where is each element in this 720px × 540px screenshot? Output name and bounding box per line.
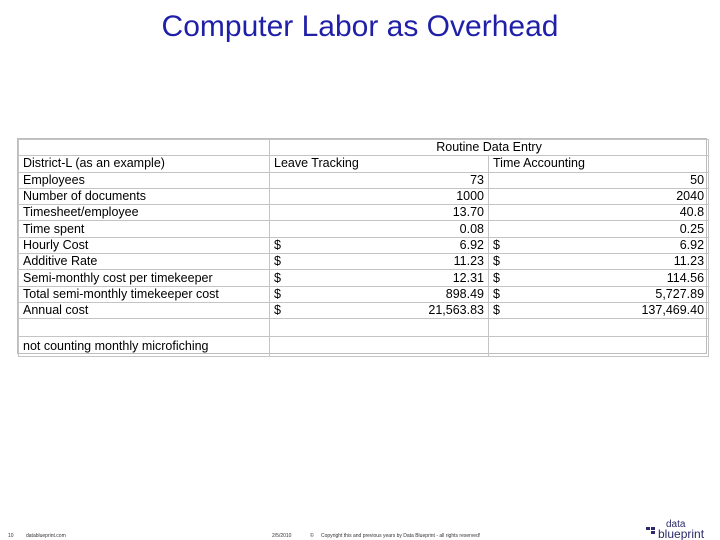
leave-tracking-currency: $	[270, 286, 298, 302]
leave-tracking-currency: $	[270, 270, 298, 286]
table-row	[19, 270, 709, 286]
blank-cell	[270, 319, 489, 337]
table-row	[19, 237, 709, 253]
row-label: Time spent	[19, 221, 270, 237]
blank-row	[19, 319, 709, 337]
table-row	[19, 172, 709, 188]
time-accounting-value: 50	[517, 172, 709, 188]
cost-table-body	[19, 140, 709, 357]
row-label: Hourly Cost	[19, 237, 270, 253]
blank-cell	[489, 319, 709, 337]
leave-tracking-currency: $	[270, 302, 298, 318]
footer-date: 2/5/2010	[272, 533, 292, 539]
leave-tracking-currency	[270, 172, 298, 188]
time-accounting-currency	[489, 205, 517, 221]
table-row	[19, 205, 709, 221]
leave-tracking-value: 13.70	[298, 205, 489, 221]
time-accounting-value: 137,469.40	[517, 302, 709, 318]
row-label: Employees	[19, 172, 270, 188]
table-row	[19, 254, 709, 270]
logo-text-blueprint: blueprint	[658, 527, 705, 540]
note-text: not counting monthly microfiching	[19, 337, 270, 357]
time-accounting-currency: $	[489, 237, 517, 253]
row-label: Additive Rate	[19, 254, 270, 270]
time-accounting-value: 114.56	[517, 270, 709, 286]
group-header-blank	[19, 140, 270, 156]
time-accounting-currency: $	[489, 270, 517, 286]
time-accounting-currency: $	[489, 302, 517, 318]
time-accounting-value: 6.92	[517, 237, 709, 253]
group-header-row	[19, 140, 709, 156]
note-blank-cell	[489, 337, 709, 357]
header-time-accounting: Time Accounting	[489, 156, 709, 172]
time-accounting-value: 2040	[517, 188, 709, 204]
row-label: Timesheet/employee	[19, 205, 270, 221]
row-label: Annual cost	[19, 302, 270, 318]
slide-title: Computer Labor as Overhead	[161, 10, 559, 43]
table-row	[19, 188, 709, 204]
time-accounting-currency	[489, 221, 517, 237]
note-blank-cell	[270, 337, 489, 357]
leave-tracking-currency	[270, 221, 298, 237]
leave-tracking-value: 898.49	[298, 286, 489, 302]
note-row	[19, 337, 709, 357]
data-blueprint-logo	[646, 519, 712, 540]
leave-tracking-value: 0.08	[298, 221, 489, 237]
table-row	[19, 221, 709, 237]
footer-url: datablueprint.com	[26, 533, 66, 539]
footer-copyright: Copyright this and previous years by Data Blueprint - all rights reserved!	[321, 533, 481, 539]
time-accounting-value: 40.8	[517, 205, 709, 221]
leave-tracking-value: 12.31	[298, 270, 489, 286]
leave-tracking-value: 73	[298, 172, 489, 188]
page-number: 10	[8, 533, 14, 539]
time-accounting-currency	[489, 188, 517, 204]
cost-table	[18, 139, 709, 357]
blank-cell	[19, 319, 270, 337]
time-accounting-value: 11.23	[517, 254, 709, 270]
cost-table-container	[17, 138, 707, 354]
time-accounting-currency	[489, 172, 517, 188]
time-accounting-value: 5,727.89	[517, 286, 709, 302]
logo-text-data: data	[666, 519, 686, 530]
leave-tracking-currency	[270, 188, 298, 204]
table-row	[19, 286, 709, 302]
row-label: Number of documents	[19, 188, 270, 204]
leave-tracking-value: 1000	[298, 188, 489, 204]
leave-tracking-currency	[270, 205, 298, 221]
column-header-row	[19, 156, 709, 172]
leave-tracking-currency: $	[270, 254, 298, 270]
table-row	[19, 302, 709, 318]
logo-mark-icon	[646, 527, 656, 535]
leave-tracking-currency: $	[270, 237, 298, 253]
leave-tracking-value: 21,563.83	[298, 302, 489, 318]
time-accounting-value: 0.25	[517, 221, 709, 237]
header-leave-tracking: Leave Tracking	[270, 156, 489, 172]
row-label: Total semi-monthly timekeeper cost	[19, 286, 270, 302]
row-label: Semi-monthly cost per timekeeper	[19, 270, 270, 286]
group-header: Routine Data Entry	[270, 140, 709, 156]
time-accounting-currency: $	[489, 286, 517, 302]
leave-tracking-value: 11.23	[298, 254, 489, 270]
footer-copyright-symbol: ©	[310, 533, 314, 539]
leave-tracking-value: 6.92	[298, 237, 489, 253]
time-accounting-currency: $	[489, 254, 517, 270]
header-label: District-L (as an example)	[19, 156, 270, 172]
